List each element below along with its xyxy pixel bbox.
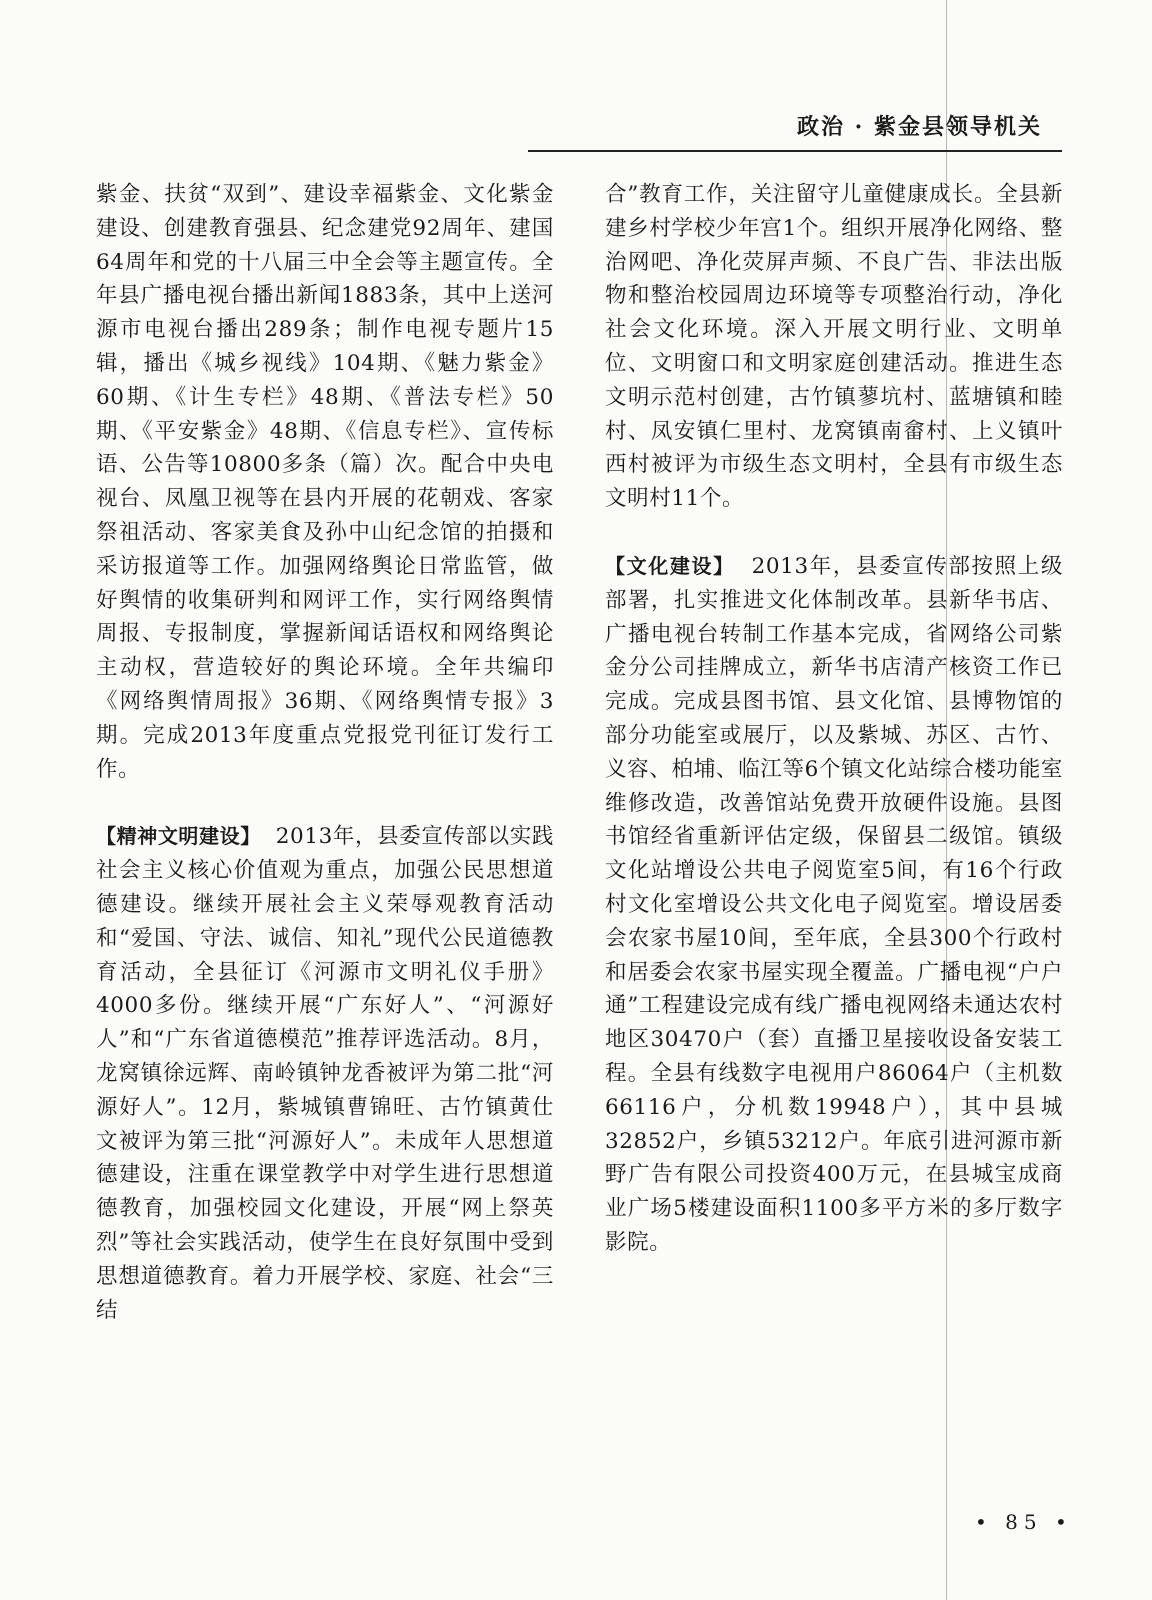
section-body-spiritual: 2013年，县委宣传部以实践社会主义核心价值观为重点，加强公民思想道德建设。继续开展社会主义荣辱观教育活动和“爱国、守法、诚信、知礼”现代公民道德教育活动，全县征订《河源市文明礼仪手册》4000多份。继续开展“广东好人”、“河源好人”和“广东省道德模范”推荐评选活动。8月，龙窝镇徐远辉、南岭镇钟龙香被评为第二批“河源好人”。12月，紫城镇曹锦旺、古竹镇黄仕文被评为第三批“河源好人”。未成年人思想道德建设，注重在课堂教学中对学生进行思想道德教育，加强校园文化建设，开展“网上祭英烈”等社会实践活动，使学生在良好氛围中受到思想道德教育。着力开展学校、家庭、社会“三结 [96, 824, 554, 1323]
left-continuation-paragraph: 紫金、扶贫“双到”、建设幸福紫金、文化紫金建设、创建教育强县、纪念建党92周年、建国64周年和党的十八届三中全会等主题宣传。全年县广播电视台播出新闻1883条，其中上送河源市电视台播出289条；制作电视专题片15辑，播出《城乡视线》104期、《魅力紫金》60期、《计生专栏》48期、《普法专栏》50期、《平安紫金》48期、《信息专栏》、宣传标语、公告等10800多条（篇）次。配合中央电视台、凤凰卫视等在县内开展的花朝戏、客家祭祖活动、客家美食及孙中山纪念馆的拍摄和采访报道等工作。加强网络舆论日常监管，做好舆情的收集研判和网评工作，实行网络舆情周报、专报制度，掌握新闻话语权和网络舆论主动权，营造较好的舆论环境。全年共编印《网络舆情周报》36期、《网络舆情专报》3期。完成2013年度重点党报党刊征订发行工作。 [96, 182, 554, 782]
page-number: • 85 • [975, 1510, 1073, 1534]
left-column [96, 178, 554, 1327]
right-column [605, 178, 1063, 1260]
culture-construction-section [605, 550, 1063, 1260]
spiritual-civilization-section [96, 820, 554, 1327]
header-title: 政治 · 紫金县领导机关 [797, 114, 1042, 140]
running-header [528, 108, 1062, 152]
section-title-culture: 【文化建设】 [605, 553, 735, 578]
section-title-spiritual: 【精神文明建设】 [96, 824, 261, 849]
right-continuation-paragraph: 合”教育工作，关注留守儿童健康成长。全县新建乡村学校少年宫1个。组织开展净化网络、整治网吧、净化荧屏声频、不良广告、非法出版物和整治校园周边环境等专项整治行动，净化社会文化环境。深入开展文明行业、文明单位、文明窗口和文明家庭创建活动。推进生态文明示范村创建，古竹镇蓼坑村、蓝塘镇和睦村、凤安镇仁里村、龙窝镇南畲村、上义镇叶西村被评为市级生态文明村，全县有市级生态文明村11个。 [605, 182, 1063, 512]
section-body-culture: 2013年，县委宣传部按照上级部署，扎实推进文化体制改革。县新华书店、广播电视台转制工作基本完成，省网络公司紫金分公司挂牌成立，新华书店清产核资工作已完成。完成县图书馆、县文化馆、县博物馆的部分功能室或展厅，以及紫城、苏区、古竹、义容、柏埔、临江等6个镇文化站综合楼功能室维修改造，改善馆站免费开放硬件设施。县图书馆经省重新评估定级，保留县二级馆。镇级文化站增设公共电子阅览室5间，有16个行政村文化室增设公共文化电子阅览室。增设居委会农家书屋10间，至年底，全县300个行政村和居委会农家书屋实现全覆盖。广播电视“户户通”工程建设完成有线广播电视网络未通达农村地区30470户（套）直播卫星接收设备安装工程。全县有线数字电视用户86064户（主机数66116户，分机数19948户），其中县城32852户，乡镇53212户。年底引进河源市新野广告有限公司投资400万元，在县城宝成商业广场5楼建设面积1100多平方米的多厅数字影院。 [605, 553, 1063, 1255]
